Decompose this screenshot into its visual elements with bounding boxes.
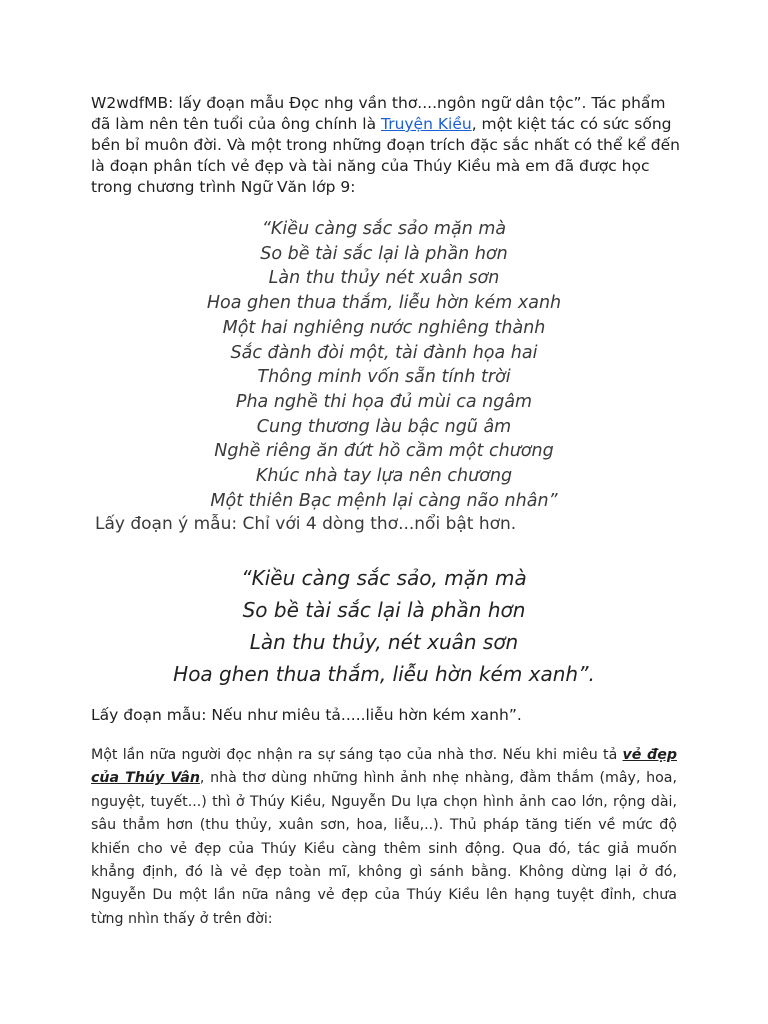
poem-line: “Kiều càng sắc sảo mặn mà: [261, 219, 507, 239]
poem-line: Pha nghề thi họa đủ mùi ca ngâm: [235, 391, 533, 412]
poem-line: Thông minh vốn sẵn tính trời: [257, 367, 511, 388]
poem-line: Khúc nhà tay lựa nên chương: [255, 466, 513, 487]
analysis-paragraph: [91, 744, 677, 931]
analysis-text-before-emph: Một lần nữa người đọc nhận ra sự sáng tạo của nhà thơ. Nếu khi miêu tả: [91, 747, 623, 763]
analysis-text-after-emph: , nhà thơ dùng những hình ảnh nhẹ nhàng, đằm thắm (mây, hoa, nguyệt, tuyết...) thì ở Thúy Kiều, Nguyễn Du lựa chọn hình ảnh cao lớn, rộng dài, sâu thẳm hơn (thu thủy, xuân sơn, hoa, liễu,..). Thủ pháp tăng tiến về mức độ khiến cho vẻ đẹp của Thúy Kiều càng thêm sinh động. Qua đó, tác giả muốn khẳng định, đó là vẻ đẹp toàn mĩ, không gì sánh bằng. Không dừng lại ở đó, Nguyễn Du một lần nữa nâng vẻ đẹp của Thúy Kiều lên hạng tuyệt đỉnh, chưa từng nhìn thấy ở trên đời:: [91, 770, 677, 927]
poem-line: Làn thu thủy, nét xuân sơn: [249, 630, 519, 654]
poem-short-excerpt: [0, 562, 768, 690]
intro-paragraph: [91, 93, 681, 198]
poem-line: “Kiều càng sắc sảo, mặn mà: [241, 566, 527, 590]
poem-line: Hoa ghen thua thắm, liễu hờn kém xanh”.: [173, 662, 595, 686]
poem-line: Hoa ghen thua thắm, liễu hờn kém xanh: [206, 293, 562, 314]
poem-line: So bề tài sắc lại là phần hơn: [242, 598, 526, 622]
excerpt-note-text: Lấy đoạn mẫu: Nếu như miêu tả.....liễu hờn kém xanh”.: [91, 706, 522, 724]
intro-text-before-link: W2wdfMB: lấy đoạn mẫu Đọc nhg vần thơ....ngôn ngữ dân tộc”. Tác phẩm đã làm nên tên tuổi của ông chính là: [91, 94, 666, 133]
truyen-kieu-link[interactable]: Truyện Kiều: [381, 115, 472, 133]
analysis-emphasis: vẻ đẹp của Thúy Vân: [91, 747, 677, 787]
poem-line: Cung thương làu bậc ngũ âm: [256, 416, 512, 437]
poem-line: Làn thu thủy nét xuân sơn: [268, 268, 500, 289]
intro-text-after-link: , một kiệt tác có sức sống bền bỉ muôn đời. Và một trong những đoạn trích đặc sắc nhất có thể kể đến là đoạn phân tích vẻ đẹp và tài năng của Thúy Kiều mà em đã được học trong chương trình Ngữ Văn lớp 9:: [91, 115, 680, 196]
poem-line: Nghề riêng ăn đứt hồ cầm một chương: [214, 441, 554, 462]
poem-line: Một hai nghiêng nước nghiêng thành: [222, 317, 546, 338]
poem-line: So bề tài sắc lại là phần hơn: [260, 243, 508, 264]
poem-full-excerpt: [0, 217, 768, 513]
excerpt-note-heading: Lấy đoạn ý mẫu: Chỉ với 4 dòng thơ...nổi bật hơn.: [95, 514, 517, 534]
poem-line: Sắc đành đòi một, tài đành họa hai: [230, 342, 538, 363]
poem-line: Một thiên Bạc mệnh lại càng não nhân”: [210, 490, 558, 511]
